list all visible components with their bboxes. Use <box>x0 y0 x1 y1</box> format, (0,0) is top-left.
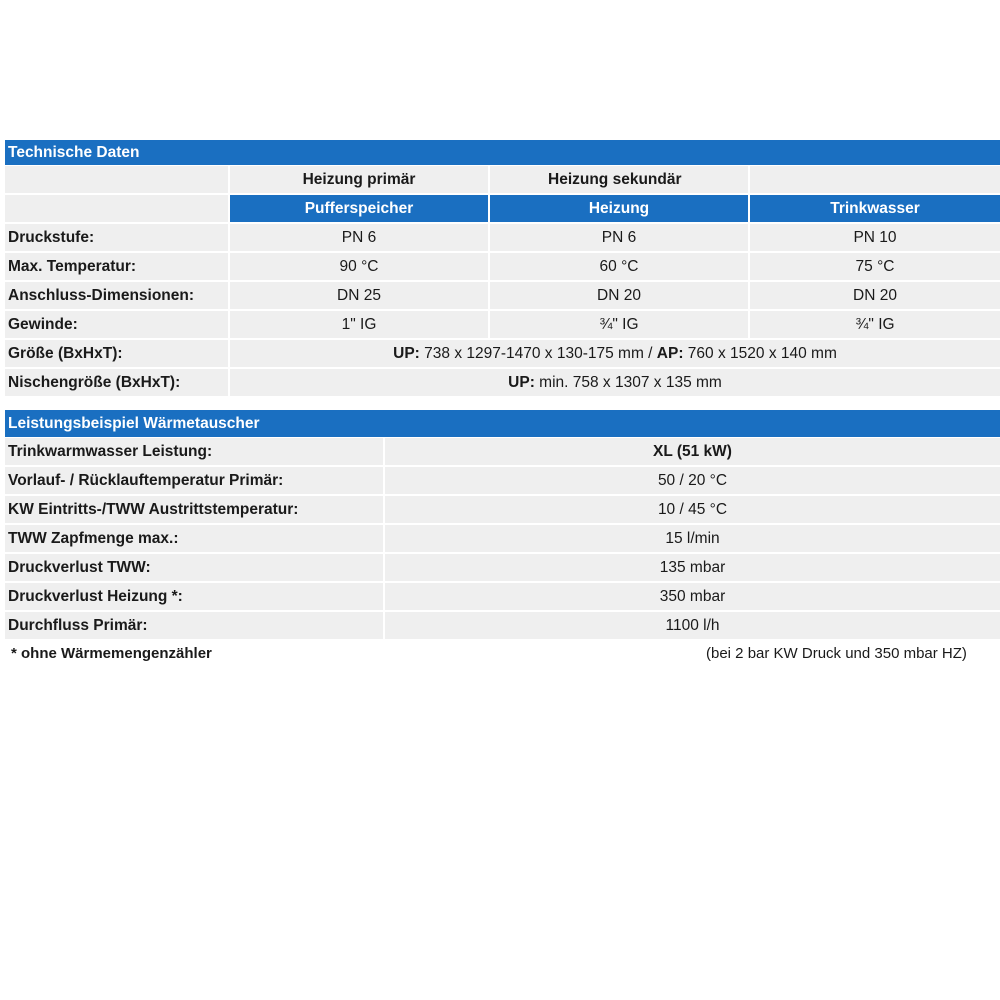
section-title: Technische Daten <box>5 140 1000 166</box>
cell: 10 / 45 °C <box>385 496 1000 525</box>
row-label: Anschluss-Dimensionen: <box>5 282 230 311</box>
row-label: Gewinde: <box>5 311 230 340</box>
group-header <box>750 166 1000 195</box>
row-label: Größe (BxHxT): <box>5 340 230 369</box>
sub-header: Heizung <box>490 195 750 224</box>
condition-note: (bei 2 bar KW Druck und 350 mbar HZ) <box>706 645 967 662</box>
section-title: Leistungsbeispiel Wärmetauscher <box>5 410 1000 438</box>
cell: 50 / 20 °C <box>385 467 1000 496</box>
cell: ¾" IG <box>490 311 750 340</box>
row-label: Nischengröße (BxHxT): <box>5 369 230 398</box>
table-row <box>5 583 1000 612</box>
cell: PN 6 <box>230 224 490 253</box>
cell <box>230 340 1000 369</box>
table-row <box>5 311 1000 340</box>
table-row <box>5 467 1000 496</box>
table-row <box>5 224 1000 253</box>
cell: XL (51 kW) <box>385 438 1000 467</box>
footnote: * ohne Wärmemengenzähler <box>11 645 212 662</box>
table-row <box>5 253 1000 282</box>
row-label: Druckverlust TWW: <box>5 554 385 583</box>
sub-header: Trinkwasser <box>750 195 1000 224</box>
up-value: min. 758 x 1307 x 135 mm <box>534 373 722 391</box>
cell: 60 °C <box>490 253 750 282</box>
row-label: TWW Zapfmenge max.: <box>5 525 385 554</box>
up-key: UP: <box>393 344 420 362</box>
group-header: Heizung sekundär <box>490 166 750 195</box>
cell <box>230 369 1000 398</box>
up-key: UP: <box>508 373 535 391</box>
cell: DN 20 <box>750 282 1000 311</box>
leistung-table <box>5 410 1000 641</box>
sub-header <box>5 195 230 224</box>
cell: 90 °C <box>230 253 490 282</box>
cell: PN 10 <box>750 224 1000 253</box>
ap-value: 760 x 1520 x 140 mm <box>683 344 837 362</box>
cell: 135 mbar <box>385 554 1000 583</box>
cell: 15 l/min <box>385 525 1000 554</box>
cell: PN 6 <box>490 224 750 253</box>
cell: 1" IG <box>230 311 490 340</box>
cell: 1100 l/h <box>385 612 1000 641</box>
table-row <box>5 612 1000 641</box>
group-header <box>5 166 230 195</box>
row-label: Druckstufe: <box>5 224 230 253</box>
row-label: Durchfluss Primär: <box>5 612 385 641</box>
table-row <box>5 496 1000 525</box>
cell: 75 °C <box>750 253 1000 282</box>
group-header: Heizung primär <box>230 166 490 195</box>
table-row <box>5 438 1000 467</box>
cell: DN 25 <box>230 282 490 311</box>
row-label: Trinkwarmwasser Leistung: <box>5 438 385 467</box>
technische-daten-table <box>5 140 1000 398</box>
cell: DN 20 <box>490 282 750 311</box>
cell: 350 mbar <box>385 583 1000 612</box>
table-row <box>5 369 1000 398</box>
up-value: 738 x 1297-1470 x 130-175 mm / <box>419 344 657 362</box>
sub-header: Pufferspeicher <box>230 195 490 224</box>
row-label: KW Eintritts-/TWW Austrittstemperatur: <box>5 496 385 525</box>
ap-key: AP: <box>656 344 684 362</box>
table-row <box>5 525 1000 554</box>
table-row <box>5 340 1000 369</box>
table-row <box>5 282 1000 311</box>
table-row <box>5 554 1000 583</box>
row-label: Max. Temperatur: <box>5 253 230 282</box>
cell: ¾" IG <box>750 311 1000 340</box>
row-label: Druckverlust Heizung *: <box>5 583 385 612</box>
row-label: Vorlauf- / Rücklauftemperatur Primär: <box>5 467 385 496</box>
